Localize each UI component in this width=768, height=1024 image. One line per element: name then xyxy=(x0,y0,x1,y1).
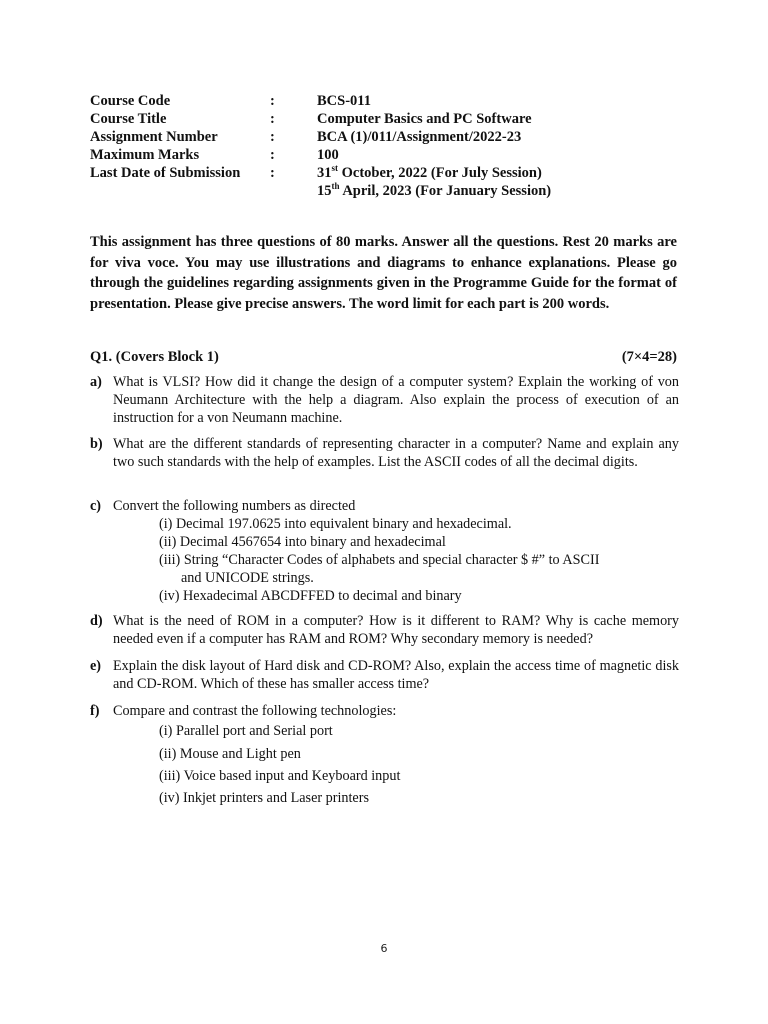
colon: : xyxy=(270,147,275,163)
part-text: Compare and contrast the following technologies: xyxy=(113,703,397,719)
comparison-item: (ii) Mouse and Light pen xyxy=(159,746,301,762)
assignment-number-label: Assignment Number xyxy=(90,129,218,145)
part-text: What is VLSI? How did it change the design of a computer system? Explain the working of von Neumann Architecture with the help a diagram. Also explain the process of execution of an instruction for a von Neumann machine. xyxy=(113,374,679,426)
question-part-d xyxy=(90,612,679,648)
course-code-label: Course Code xyxy=(90,93,171,109)
colon: : xyxy=(270,129,275,145)
course-code-value: BCS-011 xyxy=(317,93,371,109)
january-date-text: April, 2023 (For January Session) xyxy=(339,183,552,199)
part-letter: b) xyxy=(90,436,103,452)
july-day-suffix: st xyxy=(331,163,338,174)
question-part-a xyxy=(90,373,679,427)
last-date-label: Last Date of Submission xyxy=(90,165,241,181)
colon: : xyxy=(270,93,275,109)
comparison-item: (iii) Voice based input and Keyboard input xyxy=(159,768,401,784)
assignment-instructions: This assignment has three questions of 80 marks. Answer all the questions. Rest 20 marks are for viva voce. You may use illustrations and diagrams to enhance explanations. Please go through the guidelines regarding assignments given in the Programme Guide for the format of presentation. Please give precise answers. The word limit for each part is 200 words. xyxy=(90,234,677,313)
question-part-c xyxy=(90,497,679,515)
question-heading xyxy=(90,347,677,367)
colon: : xyxy=(270,111,275,127)
part-text: What are the different standards of representing character in a computer? Name and explain any two such standards with the help of examples. List the ASCII codes of all the decimal digits. xyxy=(113,436,679,470)
conversion-item: (iii) String “Character Codes of alphabets and special character $ #” to ASCII xyxy=(159,552,600,568)
part-letter: d) xyxy=(90,613,103,629)
page-number: 6 xyxy=(380,942,388,955)
july-date-text: October, 2022 (For July Session) xyxy=(338,165,542,181)
course-title-value: Computer Basics and PC Software xyxy=(317,111,532,127)
conversion-item-continued: and UNICODE strings. xyxy=(181,570,314,586)
maximum-marks-value: 100 xyxy=(317,147,339,163)
question-part-e xyxy=(90,657,679,693)
part-text: Explain the disk layout of Hard disk and CD-ROM? Also, explain the access time of magnetic disk and CD-ROM. Which of these has smaller access time? xyxy=(113,658,679,692)
part-letter: a) xyxy=(90,374,102,390)
part-letter: e) xyxy=(90,658,102,674)
question-title: Q1. (Covers Block 1) xyxy=(90,349,219,365)
course-title-label: Course Title xyxy=(90,111,167,127)
conversion-item: (iv) Hexadecimal ABCDFFED to decimal and binary xyxy=(159,588,462,604)
maximum-marks-label: Maximum Marks xyxy=(90,147,200,163)
part-letter: f) xyxy=(90,703,100,719)
conversion-item: (ii) Decimal 4567654 into binary and hexadecimal xyxy=(159,534,446,550)
question-part-b xyxy=(90,435,679,471)
last-date-july xyxy=(317,164,542,182)
last-date-january xyxy=(317,182,551,200)
july-day: 31 xyxy=(317,165,332,181)
colon: : xyxy=(270,165,275,181)
part-text: What is the need of ROM in a computer? How is it different to RAM? Why is cache memory needed even if a computer has RAM and ROM? Why secondary memory is needed? xyxy=(113,613,679,647)
conversion-item: (i) Decimal 197.0625 into equivalent binary and hexadecimal. xyxy=(159,516,512,532)
assignment-number-value: BCA (1)/011/Assignment/2022-23 xyxy=(317,129,522,145)
january-day-suffix: th xyxy=(331,181,340,192)
comparison-item: (iv) Inkjet printers and Laser printers xyxy=(159,790,369,806)
part-text: Convert the following numbers as directed xyxy=(113,498,356,514)
question-part-f xyxy=(90,702,679,720)
january-day: 15 xyxy=(317,183,332,199)
part-letter: c) xyxy=(90,498,102,514)
comparison-item: (i) Parallel port and Serial port xyxy=(159,723,333,739)
question-marks: (7×4=28) xyxy=(621,349,677,365)
